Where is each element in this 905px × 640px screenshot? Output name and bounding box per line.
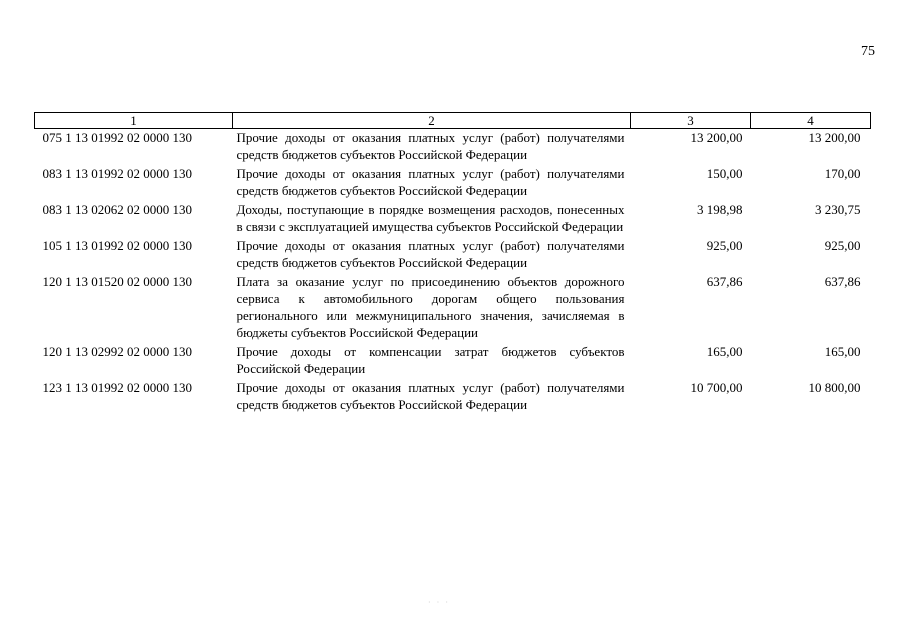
amount-col4: 3 230,75 <box>815 202 861 217</box>
revenue-name: Прочие доходы от компенсации затрат бюджетов субъектов Российской Федерации <box>236 344 625 376</box>
column-header-1: 1 <box>35 113 233 129</box>
revenue-name: Прочие доходы от оказания платных услуг (работ) получателями средств бюджетов субъектов Российской Федерации <box>236 238 625 270</box>
table-row <box>35 273 871 343</box>
budget-code: 120 1 13 02992 02 0000 130 <box>42 344 192 359</box>
amount-col3: 13 200,00 <box>690 130 743 145</box>
table-body <box>35 129 871 416</box>
revenue-name: Плата за оказание услуг по присоединению объектов дорожного сервиса к автомобильного дорогам общего пользования регионального или межмуниципального значения, зачисляемая в бюджеты субъектов Российской Федерации <box>236 274 625 340</box>
amount-col4: 13 200,00 <box>808 130 861 145</box>
scan-artifact: · · · <box>428 598 450 607</box>
table-row <box>35 165 871 201</box>
budget-code: 075 1 13 01992 02 0000 130 <box>42 130 192 145</box>
amount-col3: 637,86 <box>706 274 743 289</box>
amount-col4: 925,00 <box>824 238 861 253</box>
column-header-2: 2 <box>233 113 631 129</box>
amount-col3: 3 198,98 <box>697 202 743 217</box>
budget-code: 120 1 13 01520 02 0000 130 <box>42 274 192 289</box>
column-header-4: 4 <box>751 113 871 129</box>
amount-col4: 165,00 <box>824 344 861 359</box>
budget-code: 123 1 13 01992 02 0000 130 <box>42 380 192 395</box>
amount-col4: 637,86 <box>824 274 861 289</box>
amount-col4: 10 800,00 <box>808 380 861 395</box>
header-row <box>35 113 871 129</box>
revenue-name: Прочие доходы от оказания платных услуг (работ) получателями средств бюджетов субъектов Российской Федерации <box>236 166 625 198</box>
amount-col3: 165,00 <box>706 344 743 359</box>
column-header-3: 3 <box>631 113 751 129</box>
amount-col4: 170,00 <box>824 166 861 181</box>
table-row <box>35 237 871 273</box>
page-number: 75 <box>861 44 875 59</box>
budget-code: 105 1 13 01992 02 0000 130 <box>42 238 192 253</box>
budget-code: 083 1 13 02062 02 0000 130 <box>42 202 192 217</box>
revenue-name: Прочие доходы от оказания платных услуг (работ) получателями средств бюджетов субъектов Российской Федерации <box>236 380 625 412</box>
table-row <box>35 343 871 379</box>
table-header <box>35 113 871 129</box>
amount-col3: 150,00 <box>706 166 743 181</box>
table-row <box>35 201 871 237</box>
revenue-table <box>34 112 871 415</box>
revenue-name: Прочие доходы от оказания платных услуг (работ) получателями средств бюджетов субъектов Российской Федерации <box>236 130 625 162</box>
table-row <box>35 129 871 166</box>
budget-code: 083 1 13 01992 02 0000 130 <box>42 166 192 181</box>
table-row <box>35 379 871 415</box>
revenue-name: Доходы, поступающие в порядке возмещения расходов, понесенных в связи с эксплуатацией имущества субъектов Российской Федерации <box>236 202 625 234</box>
amount-col3: 925,00 <box>706 238 743 253</box>
amount-col3: 10 700,00 <box>690 380 743 395</box>
